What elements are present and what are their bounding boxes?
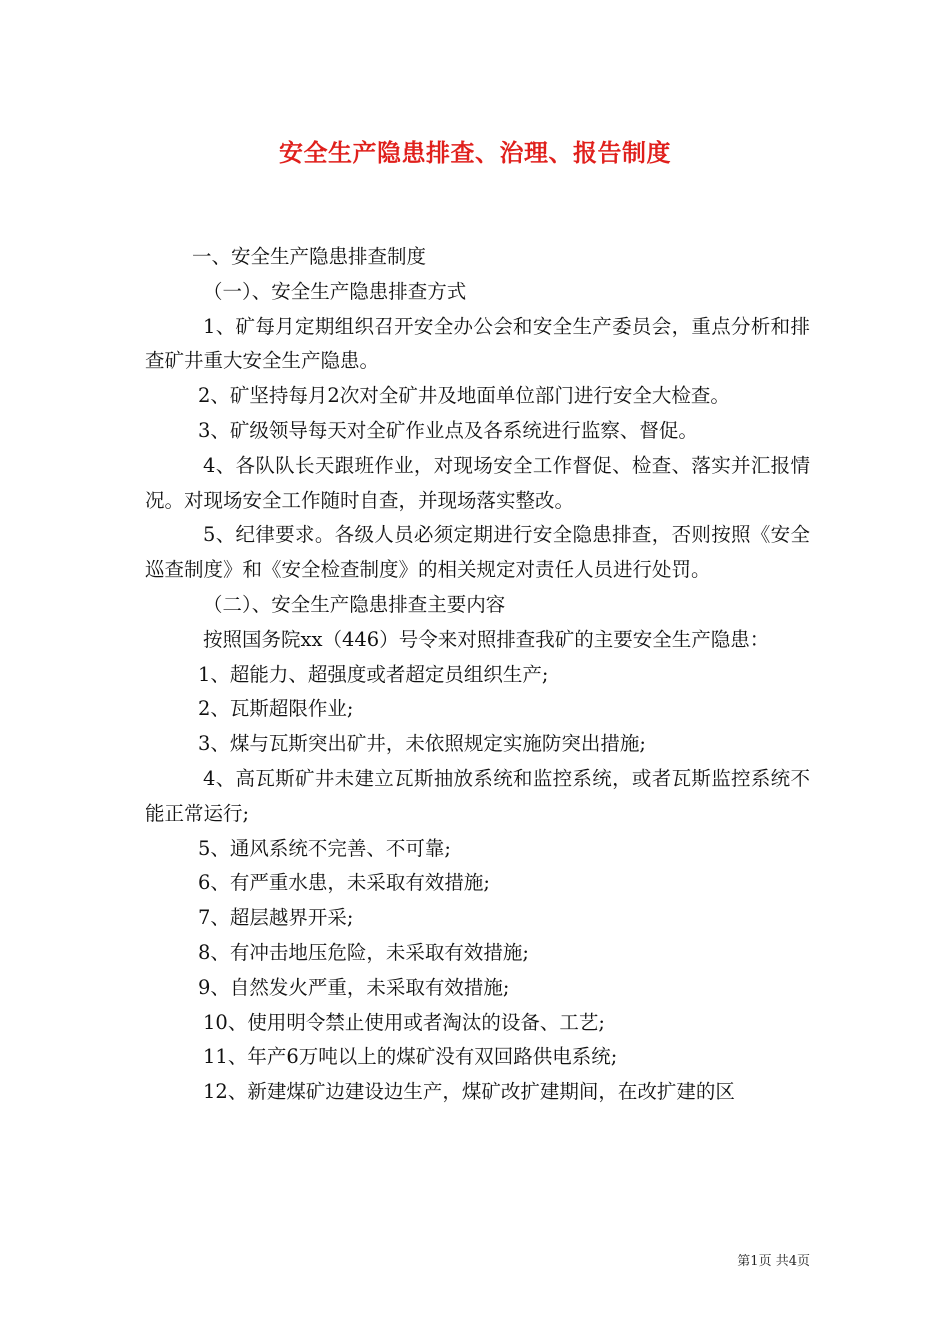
page-label-prefix: 第 [737, 1254, 751, 1269]
page-label-middle: 页 共 [758, 1254, 789, 1269]
list-item: 2、瓦斯超限作业; [198, 697, 354, 721]
list-item: 4、高瓦斯矿井未建立瓦斯抽放系统和监控系统，或者瓦斯监控系统不能正常运行; [145, 766, 810, 825]
page-number-footer [700, 1250, 810, 1269]
list-item: 5、通风系统不完善、不可靠; [198, 836, 451, 860]
list-item: 7、超层越界开采; [198, 906, 354, 930]
document-body [145, 240, 810, 1110]
list-item: 9、自然发火严重，未采取有效措施; [198, 975, 510, 999]
list-item: 11、年产6万吨以上的煤矿没有双回路供电系统; [203, 1045, 618, 1069]
page-label-suffix: 页 [796, 1254, 810, 1269]
current-page-number: 1 [750, 1254, 759, 1269]
list-item: 10、使用明令禁止使用或者淘汰的设备、工艺; [203, 1010, 605, 1034]
paragraph: 1、矿每月定期组织召开安全办公会和安全生产委员会，重点分析和排查矿井重大安全生产隐患。 [145, 314, 810, 373]
document-title: 安全生产隐患排查、治理、报告制度 [279, 138, 671, 167]
paragraph: 5、纪律要求。各级人员必须定期进行安全隐患排查，否则按照《安全巡查制度》和《安全检查制度》的相关规定对责任人员进行处罚。 [145, 523, 810, 582]
paragraph: 4、各队队长天跟班作业，对现场安全工作督促、检查、落实并汇报情况。对现场安全工作随时自查，并现场落实整改。 [145, 453, 810, 512]
list-item: 6、有严重水患，未采取有效措施; [198, 871, 490, 895]
subsection-heading: （一）、安全生产隐患排查方式 [203, 279, 467, 303]
list-item: 1、超能力、超强度或者超定员组织生产; [198, 662, 549, 686]
list-item: 12、新建煤矿边建设边生产，煤矿改扩建期间，在改扩建的区 [203, 1080, 735, 1104]
section-heading: 一、安全生产隐患排查制度 [192, 245, 427, 268]
total-pages-number: 4 [788, 1254, 797, 1269]
subsection-heading: （二）、安全生产隐患排查主要内容 [203, 592, 506, 616]
paragraph: 按照国务院xx（446）号令来对照排查我矿的主要安全生产隐患： [203, 627, 770, 651]
paragraph: 3、矿级领导每天对全矿作业点及各系统进行监察、督促。 [198, 418, 698, 442]
list-item: 3、煤与瓦斯突出矿井，未依照规定实施防突出措施; [198, 732, 646, 756]
paragraph: 2、矿坚持每月2次对全矿井及地面单位部门进行安全大检查。 [198, 384, 730, 408]
list-item: 8、有冲击地压危险，未采取有效措施; [198, 940, 529, 964]
